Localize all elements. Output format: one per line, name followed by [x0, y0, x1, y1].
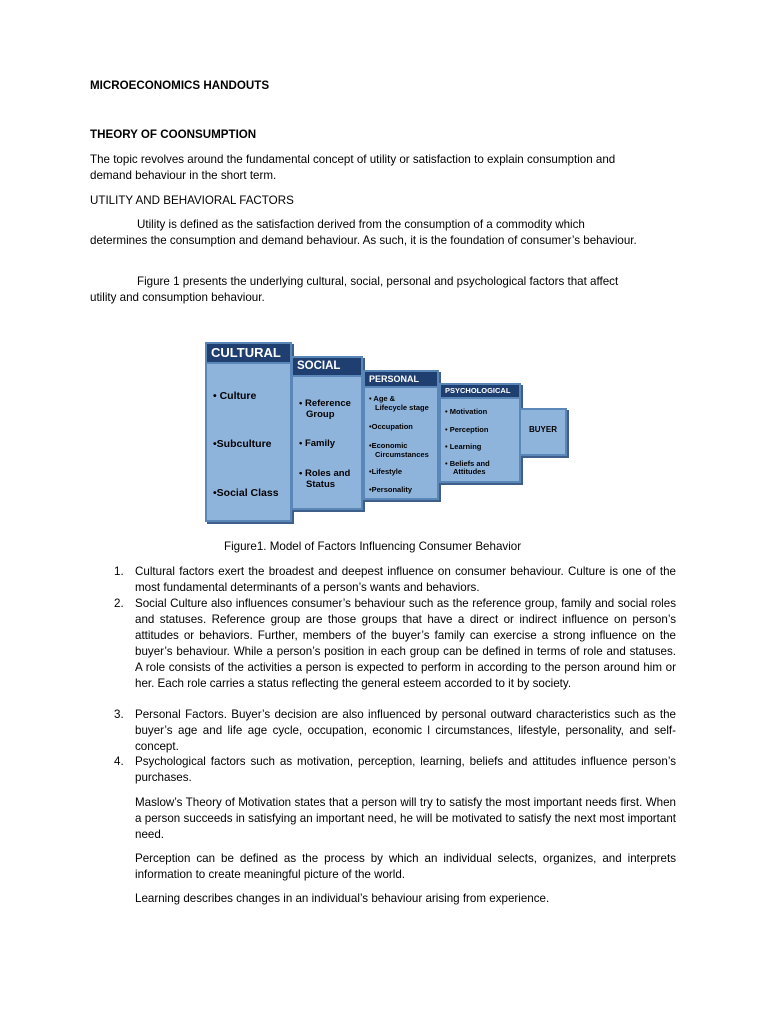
social-title: SOCIAL — [293, 358, 361, 377]
personal-item: •Lifestyle — [369, 467, 403, 476]
intro-line-2: demand behaviour in the short term. — [90, 169, 277, 182]
paragraph-maslow: Maslow’s Theory of Motivation states that a person will try to satisfy the most important needs first. When a person succeeds in satisfying an important need, he will be motivated to satisfy the next most important need. — [135, 796, 676, 841]
cultural-box — [205, 342, 292, 522]
psychological-title: PSYCHOLOGICAL — [441, 385, 519, 399]
personal-item: • Age & — [369, 394, 396, 403]
consumer-behavior-figure — [205, 338, 585, 524]
cultural-item: •Subculture — [213, 438, 272, 450]
psychological-item: • Beliefs and — [445, 459, 490, 468]
personal-item: Circumstances — [375, 450, 429, 459]
paragraph-perception: Perception can be defined as the process by which an individual selects, organizes, and interprets information to create meaningful picture of the world. — [135, 852, 676, 881]
social-item: • Roles and — [299, 468, 351, 479]
section-title: THEORY OF COONSUMPTION — [90, 128, 257, 141]
subsection-title: UTILITY AND BEHAVIORAL FACTORS — [90, 194, 294, 207]
psychological-item: Attitudes — [453, 467, 486, 476]
buyer-label: BUYER — [528, 425, 557, 434]
list-item-social: Social Culture also influences consumer’s behaviour such as the reference group, family and social roles and statuses. Reference group are those groups that have a direct or indirect influence on person’s attitudes or behaviors. Further, members of the buyer’s family can exercise a strong influence on the buyer’s behaviour. While a person’s position in each group can be defined in terms of role and statuses. A role consists of the activities a person is expected to perform in according to the person around him or her. Each role carries a status reflecting the general esteem accorded to it by society. — [135, 597, 676, 690]
social-box — [291, 356, 363, 510]
paragraph-utility-rest: determines the consumption and demand behaviour. As such, it is the foundation of consumer’s behaviour. — [90, 234, 637, 247]
handout-heading: MICROECONOMICS HANDOUTS — [90, 79, 270, 92]
list-number: 4. — [114, 755, 124, 768]
personal-item: Lifecycle stage — [375, 403, 429, 412]
intro-line-1: The topic revolves around the fundamental concept of utility or satisfaction to explain consumption and — [90, 153, 616, 166]
psychological-box — [439, 383, 521, 483]
list-item-psychological: Psychological factors such as motivation, perception, learning, beliefs and attitudes influence person’s purchases. — [135, 755, 676, 784]
social-item: • Reference — [299, 398, 351, 409]
social-item: Status — [306, 479, 336, 490]
list-number: 3. — [114, 708, 124, 721]
personal-box — [363, 370, 439, 500]
paragraph-learning: Learning describes changes in an individual’s behaviour arising from experience. — [135, 892, 550, 905]
cultural-title: CULTURAL — [207, 344, 290, 364]
buyer-box — [519, 408, 567, 456]
list-number: 1. — [114, 565, 124, 578]
paragraph-utility-line-1: Utility is defined as the satisfaction derived from the consumption of a commodity which — [137, 218, 585, 231]
psychological-item: • Motivation — [445, 407, 488, 416]
psychological-item: • Learning — [445, 442, 482, 451]
cultural-item: • Culture — [213, 390, 257, 402]
personal-title: PERSONAL — [365, 372, 437, 388]
personal-item: •Economic — [369, 441, 408, 450]
list-number: 2. — [114, 597, 124, 610]
social-item: • Family — [299, 438, 336, 449]
personal-item: •Occupation — [369, 422, 413, 431]
personal-item: •Personality — [369, 485, 413, 494]
list-item-cultural: Cultural factors exert the broadest and deepest influence on consumer behaviour. Culture is one of the most fundamental determinants of a person’s wants and behaviors. — [135, 565, 676, 594]
cultural-item: •Social Class — [213, 487, 279, 499]
paragraph-figure-line-1: Figure 1 presents the underlying cultural, social, personal and psychological factors that affect — [137, 275, 619, 288]
social-item: Group — [306, 409, 335, 420]
list-item-personal: Personal Factors. Buyer’s decision are also influenced by personal outward characteristics such as the buyer’s age and life age cycle, occupation, economic l circumstances, lifestyle, personality, and self-concept. — [135, 708, 676, 753]
paragraph-figure-line-2: utility and consumption behaviour. — [90, 291, 265, 304]
figure-caption: Figure1. Model of Factors Influencing Consumer Behavior — [224, 540, 522, 553]
psychological-item: • Perception — [445, 425, 489, 434]
